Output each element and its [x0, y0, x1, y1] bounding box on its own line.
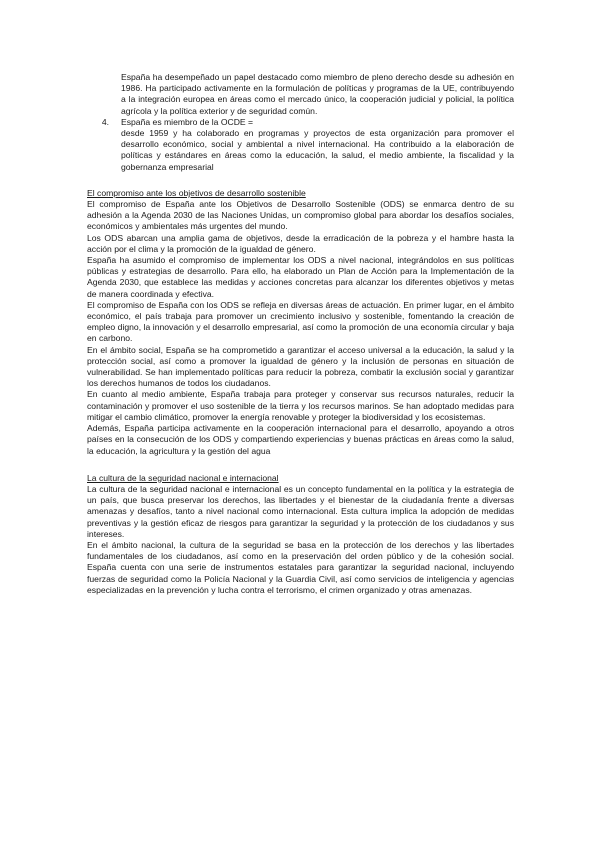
document-body: [87, 72, 514, 596]
ods-paragraph: En el ámbito social, España se ha comprometido a garantizar el acceso universal a la educación, la salud y la protección social, así como a promover la igualdad de género y la inclusión de personas en situación de vulnerabilidad. Se han implementado políticas para reducir la pobreza, combatir la exclusión social y garantizar los derechos humanos de todos los ciudadanos.: [87, 344, 514, 389]
ods-paragraph: El compromiso de España ante los Objetivos de Desarrollo Sostenible (ODS) se enmarca dentro de su adhesión a la Agenda 2030 de las Naciones Unidas, un compromiso global para abordar los desafíos sociales, económicos y ambientales más urgentes del mundo.: [87, 199, 514, 232]
ods-paragraph: El compromiso de España con los ODS se refleja en diversas áreas de actuación. En primer lugar, en el ámbito económico, el país trabaja para promover un crecimiento inclusivo y sostenible, fomentando la creación de empleo digno, la innovación y el desarrollo empresarial, así como la promoción de una economía circular y baja en carbono.: [87, 299, 514, 344]
list-number: 4.: [101, 116, 109, 127]
ods-paragraph: Además, España participa activamente en la cooperación internacional para el desarrollo, apoyando a otros países en la consecución de los ODS y compartiendo experiencias y buenas prácticas en áreas como la salud, la educación, la agricultura y la gestión del agua: [87, 423, 514, 456]
list-item-4: [87, 117, 514, 173]
intro-paragraph: España ha desempeñado un papel destacado como miembro de pleno derecho desde su adhesión en 1986. Ha participado activamente en la formulación de políticas y programas de la UE, contribuyendo a la integración europea en áreas como el mercado único, la cooperación judicial y policial, la política agrícola y la política exterior y de seguridad común.: [121, 72, 514, 116]
security-paragraph: La cultura de la seguridad nacional e internacional es un concepto fundamental en la política y la estrategia de un país, que busca preservar los derechos, las libertades y el bienestar de la ciudadanía frente a diversas amenazas y desafíos, tanto a nivel nacional como internacional. Esta cultura implica la adopción de medidas preventivas y la gestión eficaz de riesgos para garantizar la seguridad y la protección de los ciudadanos y sus intereses.: [87, 483, 514, 539]
section-heading-security: La cultura de la seguridad nacional e internacional: [87, 472, 279, 483]
ods-paragraph: España ha asumido el compromiso de implementar los ODS a nivel nacional, integrándolos en sus políticas públicas y estrategias de desarrollo. Para ello, ha elaborado un Plan de Acción para la Implementación de la Agenda 2030, que establece las medidas y acciones concretas para alcanzar los diferentes objetivos y metas de manera coordinada y efectiva.: [87, 255, 514, 299]
section-heading-ods: El compromiso ante los objetivos de desarrollo sostenible: [87, 187, 306, 198]
list-item-title: España es miembro de la OCDE =: [121, 116, 254, 127]
list-item-body: desde 1959 y ha colaborado en programas y proyectos de esta organización para promover el desarrollo económico, social y ambiental a nivel internacional. Ha contribuido a la elaboración de políticas y estándares en áreas como la educación, la salud, el medio ambiente, la fiscalidad y la gobernanza empresarial: [121, 128, 514, 172]
security-paragraph: En el ámbito nacional, la cultura de la seguridad se basa en la protección de los derechos y las libertades fundamentales de los ciudadanos, así como en la preservación del orden público y de la cohesión social. España cuenta con una serie de instrumentos estatales para garantizar la seguridad nacional, incluyendo fuerzas de seguridad como la Policía Nacional y la Guardia Civil, así como servicios de inteligencia y agencias especializadas en la prevención y lucha contra el terrorismo, el crimen organizado y otras amenazas.: [87, 539, 514, 595]
ods-paragraph: Los ODS abarcan una amplia gama de objetivos, desde la erradicación de la pobreza y el hambre hasta la acción por el clima y la promoción de la igualdad de género.: [87, 232, 514, 254]
ods-paragraph: En cuanto al medio ambiente, España trabaja para proteger y conservar sus recursos naturales, reducir la contaminación y promover el uso sostenible de la tierra y los recursos marinos. Se han adoptado medidas para mitigar el cambio climático, promover la energía renovable y proteger la biodiversidad y los ecosistemas.: [87, 389, 514, 422]
